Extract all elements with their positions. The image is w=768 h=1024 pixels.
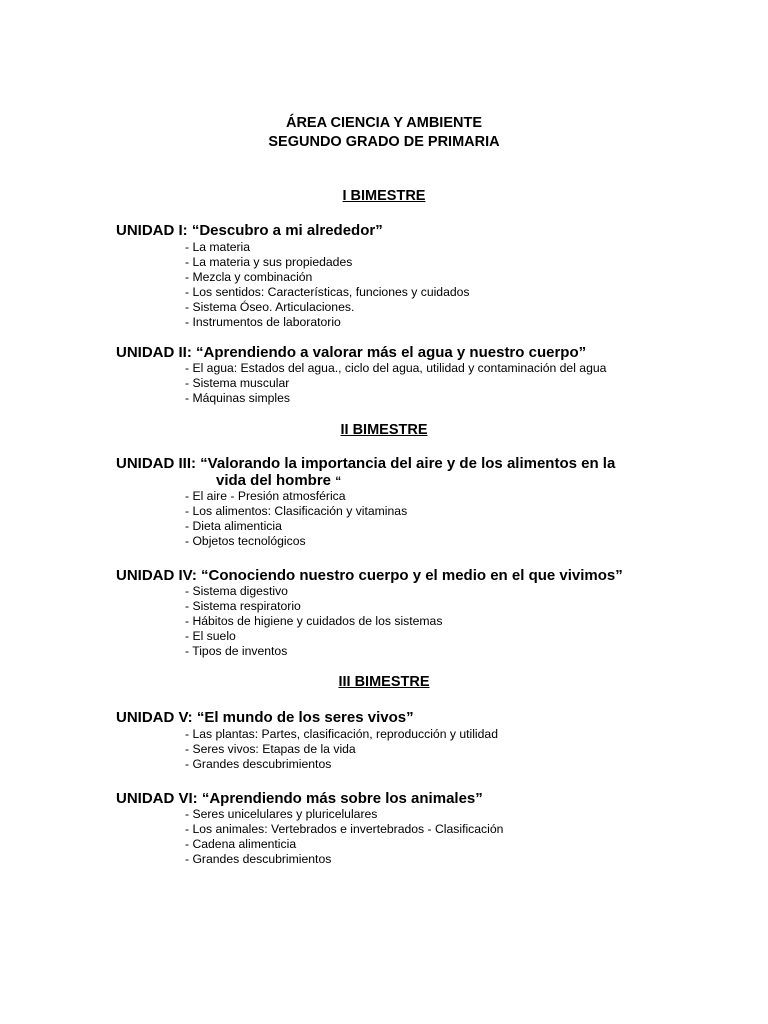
unit-5-topic: - Grandes descubrimientos [185,757,332,771]
unit-1-label: UNIDAD I: [116,222,192,239]
unit-3-topic: - Dieta alimenticia [185,519,282,533]
document-subtitle: SEGUNDO GRADO DE PRIMARIA [268,134,500,150]
unit-3-heading [116,455,656,490]
unit-4-topic-list [185,584,442,659]
unit-2-heading [116,344,716,361]
unit-1-topic: - Sistema Óseo. Articulaciones. [185,300,355,314]
unit-4-topic: - Tipos de inventos [185,644,288,658]
unit-3-label: UNIDAD III: [116,455,201,472]
bimestre-2-heading: II BIMESTRE [340,422,428,438]
unit-4-topic: - Sistema respiratorio [185,599,301,613]
unit-4-topic: - Hábitos de higiene y cuidados de los sistemas [185,614,443,628]
unit-3-title-end: “ [335,474,342,488]
unit-2-label: UNIDAD II: [116,344,196,361]
unit-2-topic: - El agua: Estados del agua., ciclo del agua, utilidad y contaminación del agua [185,361,607,375]
unit-1-topic: - Mezcla y combinación [185,270,313,284]
unit-5-title: “El mundo de los seres vivos” [196,709,414,726]
unit-6-label: UNIDAD VI: [116,790,202,807]
unit-3-topic: - Los alimentos: Clasificación y vitaminas [185,504,408,518]
unit-3-title-cont-text: vida del hombre [216,472,336,489]
unit-6-title: “Aprendiendo más sobre los animales” [201,790,483,807]
unit-1-topic: - La materia [185,240,251,254]
unit-4-title: “Conociendo nuestro cuerpo y el medio en el que vivimos” [201,567,623,584]
unit-2-topic: - Sistema muscular [185,376,290,390]
unit-6-topic: - Cadena alimenticia [185,837,297,851]
unit-6-topic: - Grandes descubrimientos [185,852,332,866]
unit-1-title: “Descubro a mi alrededor” [191,222,383,239]
unit-4-topic: - El suelo [185,629,236,643]
unit-1-topic: - Los sentidos: Características, funciones y cuidados [185,285,470,299]
unit-6-topic: - Los animales: Vertebrados e invertebrados - Clasificación [185,822,504,836]
unit-1-heading [116,222,676,239]
unit-2-topic-list [185,361,606,406]
unit-3-topic: - El aire - Presión atmosférica [185,489,346,503]
unit-3-topic: - Objetos tecnológicos [185,534,306,548]
unit-5-label: UNIDAD V: [116,709,197,726]
unit-4-topic: - Sistema digestivo [185,584,288,598]
unit-3-title: “Valorando la importancia del aire y de los alimentos en la [200,455,616,472]
unit-1-topic-list [185,240,470,330]
unit-5-topic: - Seres vivos: Etapas de la vida [185,742,356,756]
unit-2-title: “Aprendiendo a valorar más el agua y nuestro cuerpo” [196,344,587,361]
unit-4-label: UNIDAD IV: [116,567,202,584]
unit-5-heading [116,709,676,726]
unit-6-topic-list [185,807,503,867]
unit-5-topic: - Las plantas: Partes, clasificación, reproducción y utilidad [185,727,498,741]
document-title: ÁREA CIENCIA Y AMBIENTE [285,115,483,131]
unit-1-topic: - La materia y sus propiedades [185,255,353,269]
bimestre-3-heading: III BIMESTRE [338,674,430,690]
bimestre-1-heading: I BIMESTRE [342,188,426,204]
unit-2-topic: - Máquinas simples [185,391,290,405]
unit-1-topic: - Instrumentos de laboratorio [185,315,341,329]
unit-5-topic-list [185,727,498,772]
unit-3-topic-list [185,489,407,549]
unit-4-heading [116,567,676,584]
unit-3-title-continuation [116,472,656,490]
unit-6-topic: - Seres unicelulares y pluricelulares [185,807,378,821]
unit-6-heading [116,790,676,807]
